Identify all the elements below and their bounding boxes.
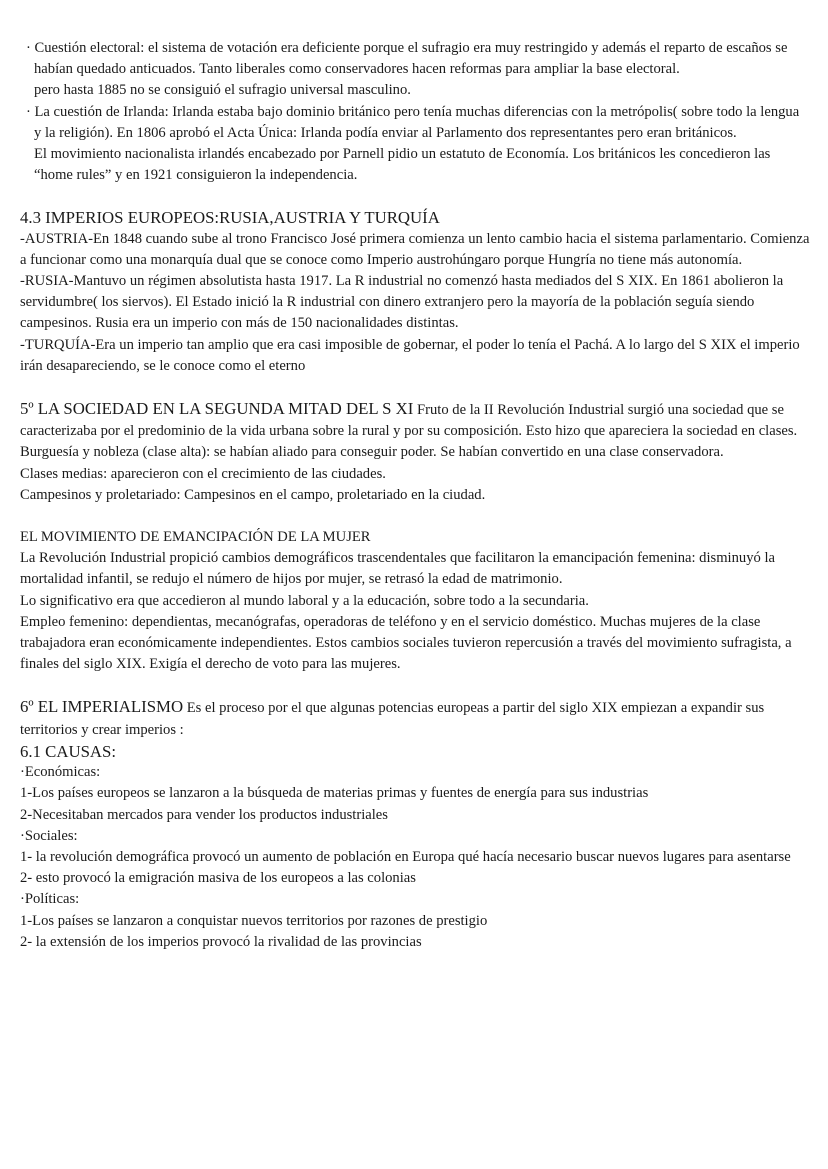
clase-alta-paragraph: Burguesía y nobleza (clase alta): se habían aliado para conseguir poder. Se habían convertido en una clase conservadora. xyxy=(20,444,724,461)
section-5-intro: Fruto de la II Revolución Industrial surgió una sociedad que se caracterizaba por el predominio de la vida urbana sobre la rural y por su composición. Esto hizo que apareciera la sociedad en clases. xyxy=(20,402,798,440)
politicas-item-1: 1-Los países se lanzaron a conquistar nuevos territorios por razones de prestigio xyxy=(20,912,488,929)
clases-medias-paragraph: Clases medias: aparecieron con el crecimiento de las ciudades. xyxy=(20,465,386,482)
sociales-item-1: 1- la revolución demográfica provocó un aumento de población en Europa qué hacía necesario buscar nuevos lugares para asentarse xyxy=(20,848,791,865)
irlanda-bullet-cont: El movimiento nacionalista irlandés encabezado por Parnell pidio un estatuto de Economía. Los británicos les concedieron las “home rules” y en 1921 consiguieron la independencia. xyxy=(34,146,771,184)
campesinos-paragraph: Campesinos y proletariado: Campesinos en el campo, proletariado en la ciudad. xyxy=(20,486,486,503)
section-6-intro: Es el proceso por el que algunas potencias europeas a partir del siglo XIX empiezan a expandir sus territorios y crear imperios : xyxy=(20,700,765,738)
economicas-item-1: 1-Los países europeos se lanzaron a la búsqueda de materias primas y fuentes de energía para sus industrias xyxy=(20,785,649,802)
electoral-bullet: · Cuestión electoral: el sistema de votación era deficiente porque el sufragio era muy restringido y además el reparto de escaños se habían quedado anticuados. Tanto liberales como conservadores hacen reformas para ampliar la base electoral. xyxy=(26,40,788,78)
politicas-item-2: 2- la extensión de los imperios provocó la rivalidad de las provincias xyxy=(20,933,422,950)
electoral-bullet-cont: pero hasta 1885 no se consiguió el sufragio universal masculino. xyxy=(34,82,411,99)
economicas-item-2: 2-Necesitaban mercados para vender los productos industriales xyxy=(20,806,388,823)
section-6-paragraph xyxy=(20,696,810,740)
rusia-paragraph: -RUSIA-Mantuvo un régimen absolutista hasta 1917. La R industrial no comenzó hasta mediados del S XIX. En 1861 abolieron la servidumbre( los siervos). El Estado inició la R industrial con dinero extranjero pero la mayoría de la población seguía siendo campesinos. Rusia era un imperio con más de 150 nacionalidades distintas. xyxy=(20,273,784,332)
economicas-label: ·Económicas: xyxy=(20,764,101,781)
sociales-label: ·Sociales: xyxy=(20,827,78,844)
section-heading-6: 6º EL IMPERIALISMO xyxy=(20,697,184,717)
section-heading-4-3: 4.3 IMPERIOS EUROPEOS:RUSIA,AUSTRIA Y TURQUÍA xyxy=(20,208,440,228)
mujer-paragraph-2: Lo significativo era que accedieron al mundo laboral y a la educación, sobre todo a la secundaria. xyxy=(20,592,589,609)
irlanda-bullet: · La cuestión de Irlanda: Irlanda estaba bajo dominio británico pero tenía muchas diferencias con la metrópolis( sobre todo la lengua y la religión). En 1806 aprobó el Acta Única: Irlanda podía enviar al Parlamento dos representantes pero eran británicos. xyxy=(26,103,800,141)
politicas-label: ·Políticas: xyxy=(20,891,80,908)
subheading-6-1: 6.1 CAUSAS: xyxy=(20,741,117,761)
mujer-paragraph-3: Empleo femenino: dependientas, mecanógrafas, operadoras de teléfono y en el servicio doméstico. Muchas mujeres de la clase trabajadora eran económicamente independientes. Estos cambios sociales tuvieron repercusión a través del movimiento sufragista, a finales del siglo XIX. Exigía el derecho de voto para las mujeres. xyxy=(20,613,792,673)
section-5-paragraph xyxy=(20,398,810,442)
austria-paragraph: -AUSTRIA-En 1848 cuando sube al trono Francisco José primera comienza un lento cambio hacia el sistema parlamentario. Comienza a funcionar como una monarquía dual que se conoce como Imperio austrohúngaro porque Hungría no tiene más autonomía. xyxy=(20,230,810,268)
section-heading-mujer: EL MOVIMIENTO DE EMANCIPACIÓN DE LA MUJER xyxy=(20,529,371,546)
turquia-paragraph: -TURQUÍA-Era un imperio tan amplio que era casi imposible de gobernar, el poder lo tenía el Pachá. A lo largo del S XIX el imperio irán desapareciendo, se le conoce como el eterno xyxy=(20,336,800,374)
sociales-item-2: 2- esto provocó la emigración masiva de los europeos a las colonias xyxy=(20,870,416,887)
section-heading-5: 5º LA SOCIEDAD EN LA SEGUNDA MITAD DEL S XI xyxy=(20,399,414,419)
document-page xyxy=(20,38,810,953)
mujer-paragraph-1: La Revolución Industrial propició cambios demográficos trascendentales que facilitaron la emancipación femenina: disminuyó la mortalidad infantil, se redujo el número de hijos por mujer, se retrasó la edad de matrimonio. xyxy=(20,550,775,588)
